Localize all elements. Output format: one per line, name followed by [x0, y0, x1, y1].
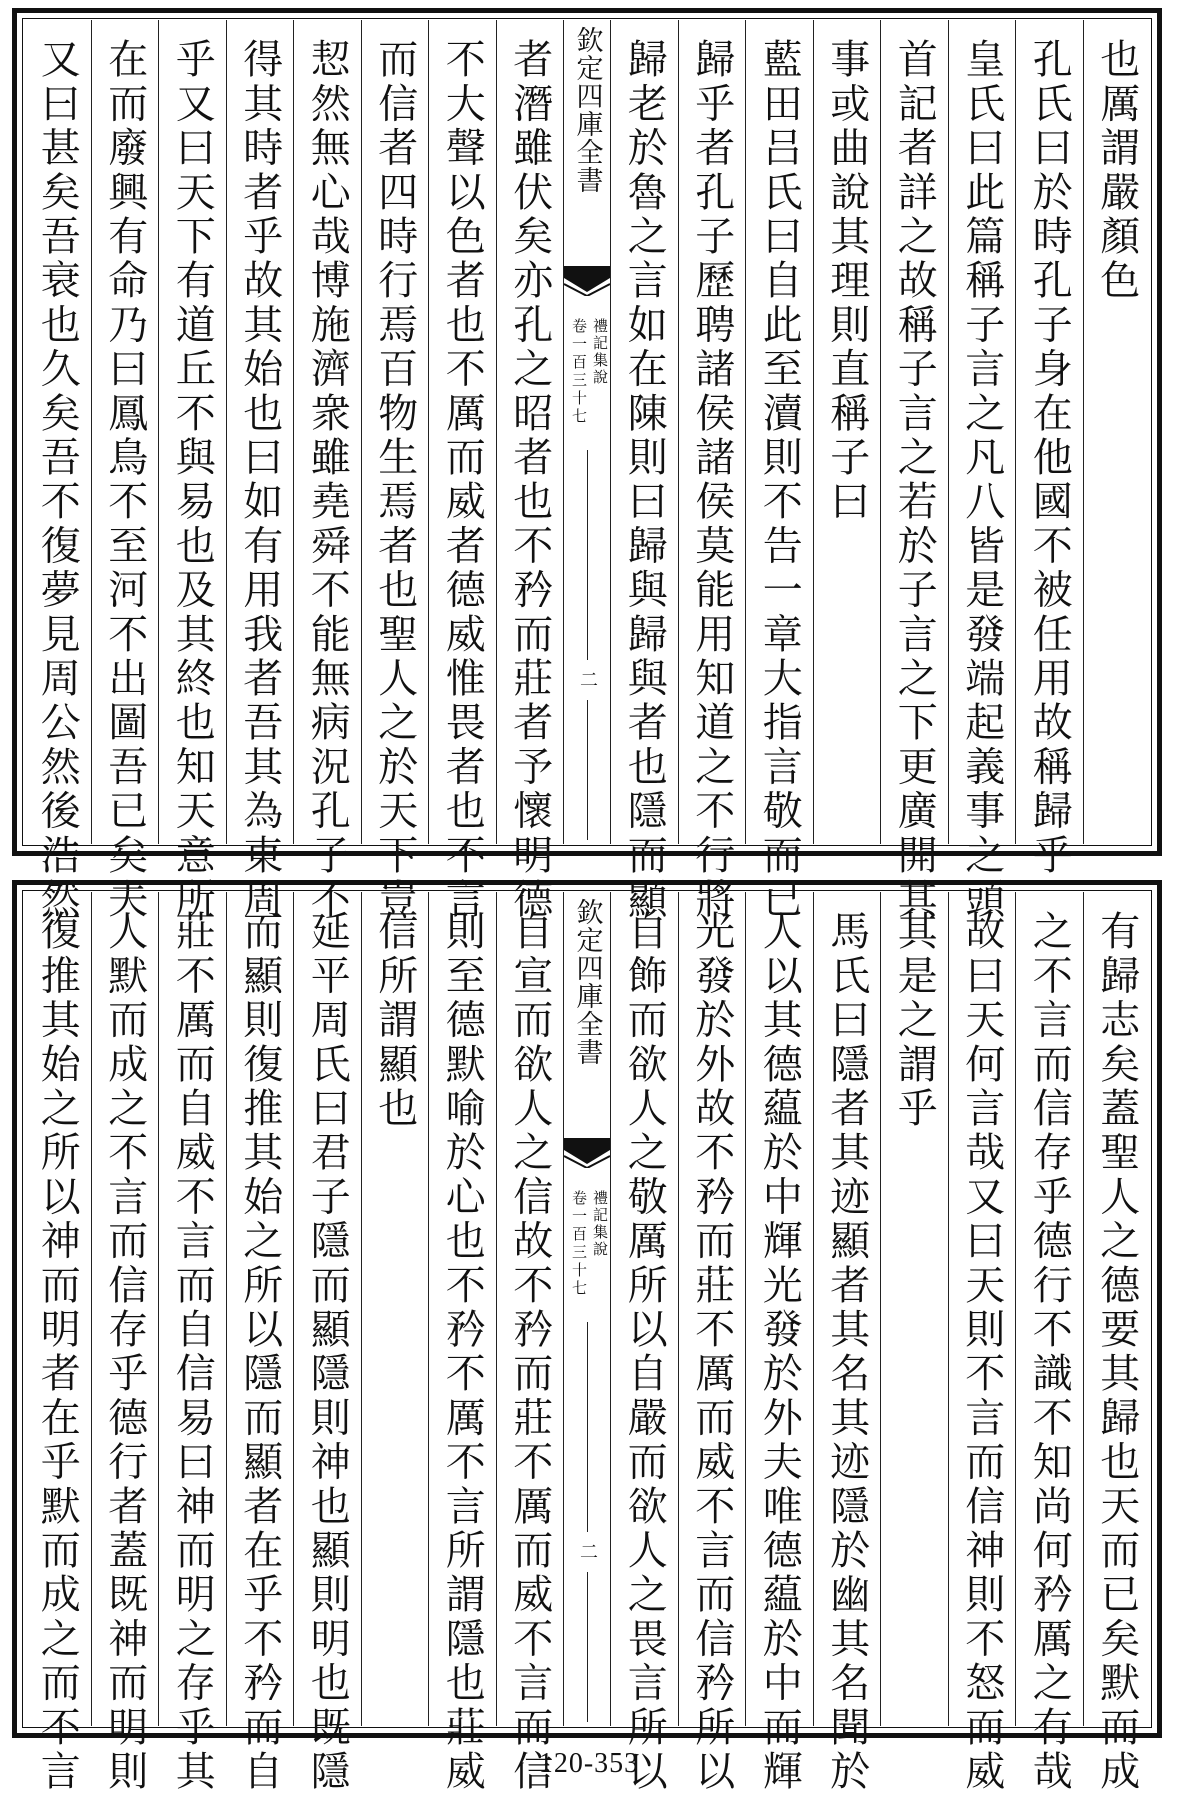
text-column	[745, 892, 813, 1794]
column-text: 則至德默喻於心也不矜不厲不言所謂隱也莊威	[439, 910, 486, 1794]
column-text: 者潛雖伏矣亦孔之昭者也不矜而莊者予懷明德	[506, 38, 553, 922]
column-text: 之不言而信存乎德行不識不知尚何矜厲之有哉	[1026, 910, 1073, 1794]
text-column	[24, 892, 91, 1794]
column-text: 人以其德藴於中輝光發於外夫唯德藴於中而輝	[756, 910, 803, 1794]
column-text: 皇氏曰此篇稱子言之凡八皆是發端起義事之頭	[958, 38, 1005, 922]
column-text: 自飾而欲人之敬厲所以自嚴而欲人之畏言所以	[621, 910, 668, 1794]
page-number: 120-353	[538, 1748, 640, 1779]
column-text: 其是之謂乎	[891, 910, 938, 1131]
column-text: 首記者詳之故稱子言之若於子言之下更廣開其	[891, 38, 938, 922]
text-column	[226, 20, 294, 922]
column-text: 光發於外故不矜而莊不厲而威不言而信矜所以	[688, 910, 735, 1794]
text-column	[496, 892, 564, 1794]
column-text: 而信者四時行焉百物生焉者也聖人之於天下豈	[371, 38, 418, 922]
fish-tail-ornament	[564, 266, 610, 296]
leaf-number: 二	[577, 1542, 598, 1560]
column-text: 事或曲說其理則直稱子曰	[823, 38, 870, 525]
text-column	[610, 20, 678, 922]
text-column	[678, 20, 746, 922]
text-column	[24, 20, 91, 922]
text-column	[813, 20, 881, 844]
text-column	[361, 892, 429, 1726]
column-text: 馬氏曰隱者其迹顯者其名其迹隱於幽其名聞於	[823, 910, 870, 1794]
text-column	[226, 892, 294, 1794]
column-text: 而顯則復推其始之所以隱而顯者在乎不矜而自	[236, 910, 283, 1794]
fold-line	[587, 700, 588, 840]
text-column	[293, 20, 361, 922]
column-text: 乎又曰天下有道丘不與易也及其終也知天意所	[169, 38, 216, 922]
fish-tail-ornament	[564, 1138, 610, 1168]
text-column	[428, 892, 496, 1794]
column-text: 在而廢興有命乃曰鳳鳥不至河不出圖吾已矣夫	[101, 38, 148, 922]
fold-line	[587, 1322, 588, 1532]
column-text: 故曰天何言哉又曰天則不言而信神則不怒而威	[958, 910, 1005, 1794]
text-column	[91, 892, 159, 1794]
text-column	[158, 892, 226, 1794]
column-text: 歸乎者孔子歷聘諸侯諸侯莫能用知道之不行將	[688, 38, 735, 922]
center-fold	[563, 892, 610, 1726]
leaf-number: 二	[577, 670, 598, 688]
text-column	[880, 892, 948, 1726]
volume-number: 卷一百三十七	[570, 318, 588, 426]
collection-title: 欽定四庫全書	[571, 898, 603, 1066]
column-text: 藍田吕氏曰自此至瀆則不告一章大指言敬而已	[756, 38, 803, 922]
text-column	[428, 20, 496, 922]
column-text: 恝然無心哉博施濟衆雖堯舜不能無病況孔子不	[304, 38, 351, 922]
book-title: 禮記集說	[591, 1190, 609, 1258]
column-text: 歸老於魯之言如在陳則曰歸與歸與者也隱而顯	[621, 38, 668, 922]
text-column	[1083, 20, 1151, 844]
fold-line	[587, 1572, 588, 1722]
text-column	[1015, 20, 1083, 878]
text-column	[293, 892, 361, 1794]
text-column	[813, 892, 881, 1794]
text-column	[880, 20, 948, 922]
volume-number: 卷一百三十七	[570, 1190, 588, 1298]
column-text: 莊不厲而自威不言而自信易曰神而明之存乎其	[169, 910, 216, 1794]
text-column	[948, 892, 1016, 1794]
column-text: 復推其始之所以神而明者在乎默而成之而不言	[34, 910, 81, 1794]
text-column	[678, 892, 746, 1794]
column-text: 自宣而欲人之信故不矜而莊不厲而威不言而信	[506, 910, 553, 1794]
text-column	[1083, 892, 1151, 1794]
column-text: 延平周氏曰君子隱而顯隱則神也顯則明也既隱	[304, 910, 351, 1794]
book-title: 禮記集說	[591, 318, 609, 386]
column-text: 得其時者乎故其始也曰如有用我者吾其為東周	[236, 38, 283, 922]
column-text: 又曰甚矣吾衰也久矣吾不復夢見周公然後浩然	[34, 38, 81, 922]
text-column	[91, 20, 159, 922]
column-text: 信所謂顯也	[371, 910, 418, 1131]
center-fold	[563, 20, 610, 844]
fold-line	[587, 450, 588, 660]
text-column	[1015, 892, 1083, 1794]
column-text: 有歸志矣蓋聖人之德要其歸也天而已矣默而成	[1093, 910, 1140, 1794]
collection-title: 欽定四庫全書	[571, 26, 603, 194]
text-column	[948, 20, 1016, 922]
column-text: 人默而成之不言而信存乎德行者蓋既神而明則	[101, 910, 148, 1794]
top-page-columns	[24, 20, 1150, 922]
text-column	[745, 20, 813, 922]
text-column	[361, 20, 429, 922]
text-column	[496, 20, 564, 922]
text-column	[610, 892, 678, 1794]
text-column	[158, 20, 226, 922]
column-text: 孔氏曰於時孔子身在他國不被任用故稱歸乎	[1026, 38, 1073, 878]
column-text: 不大聲以色者也不厲而威者德威惟畏者也不言	[439, 38, 486, 922]
column-text: 也厲謂嚴顏色	[1093, 38, 1140, 304]
top-page	[12, 8, 1162, 922]
